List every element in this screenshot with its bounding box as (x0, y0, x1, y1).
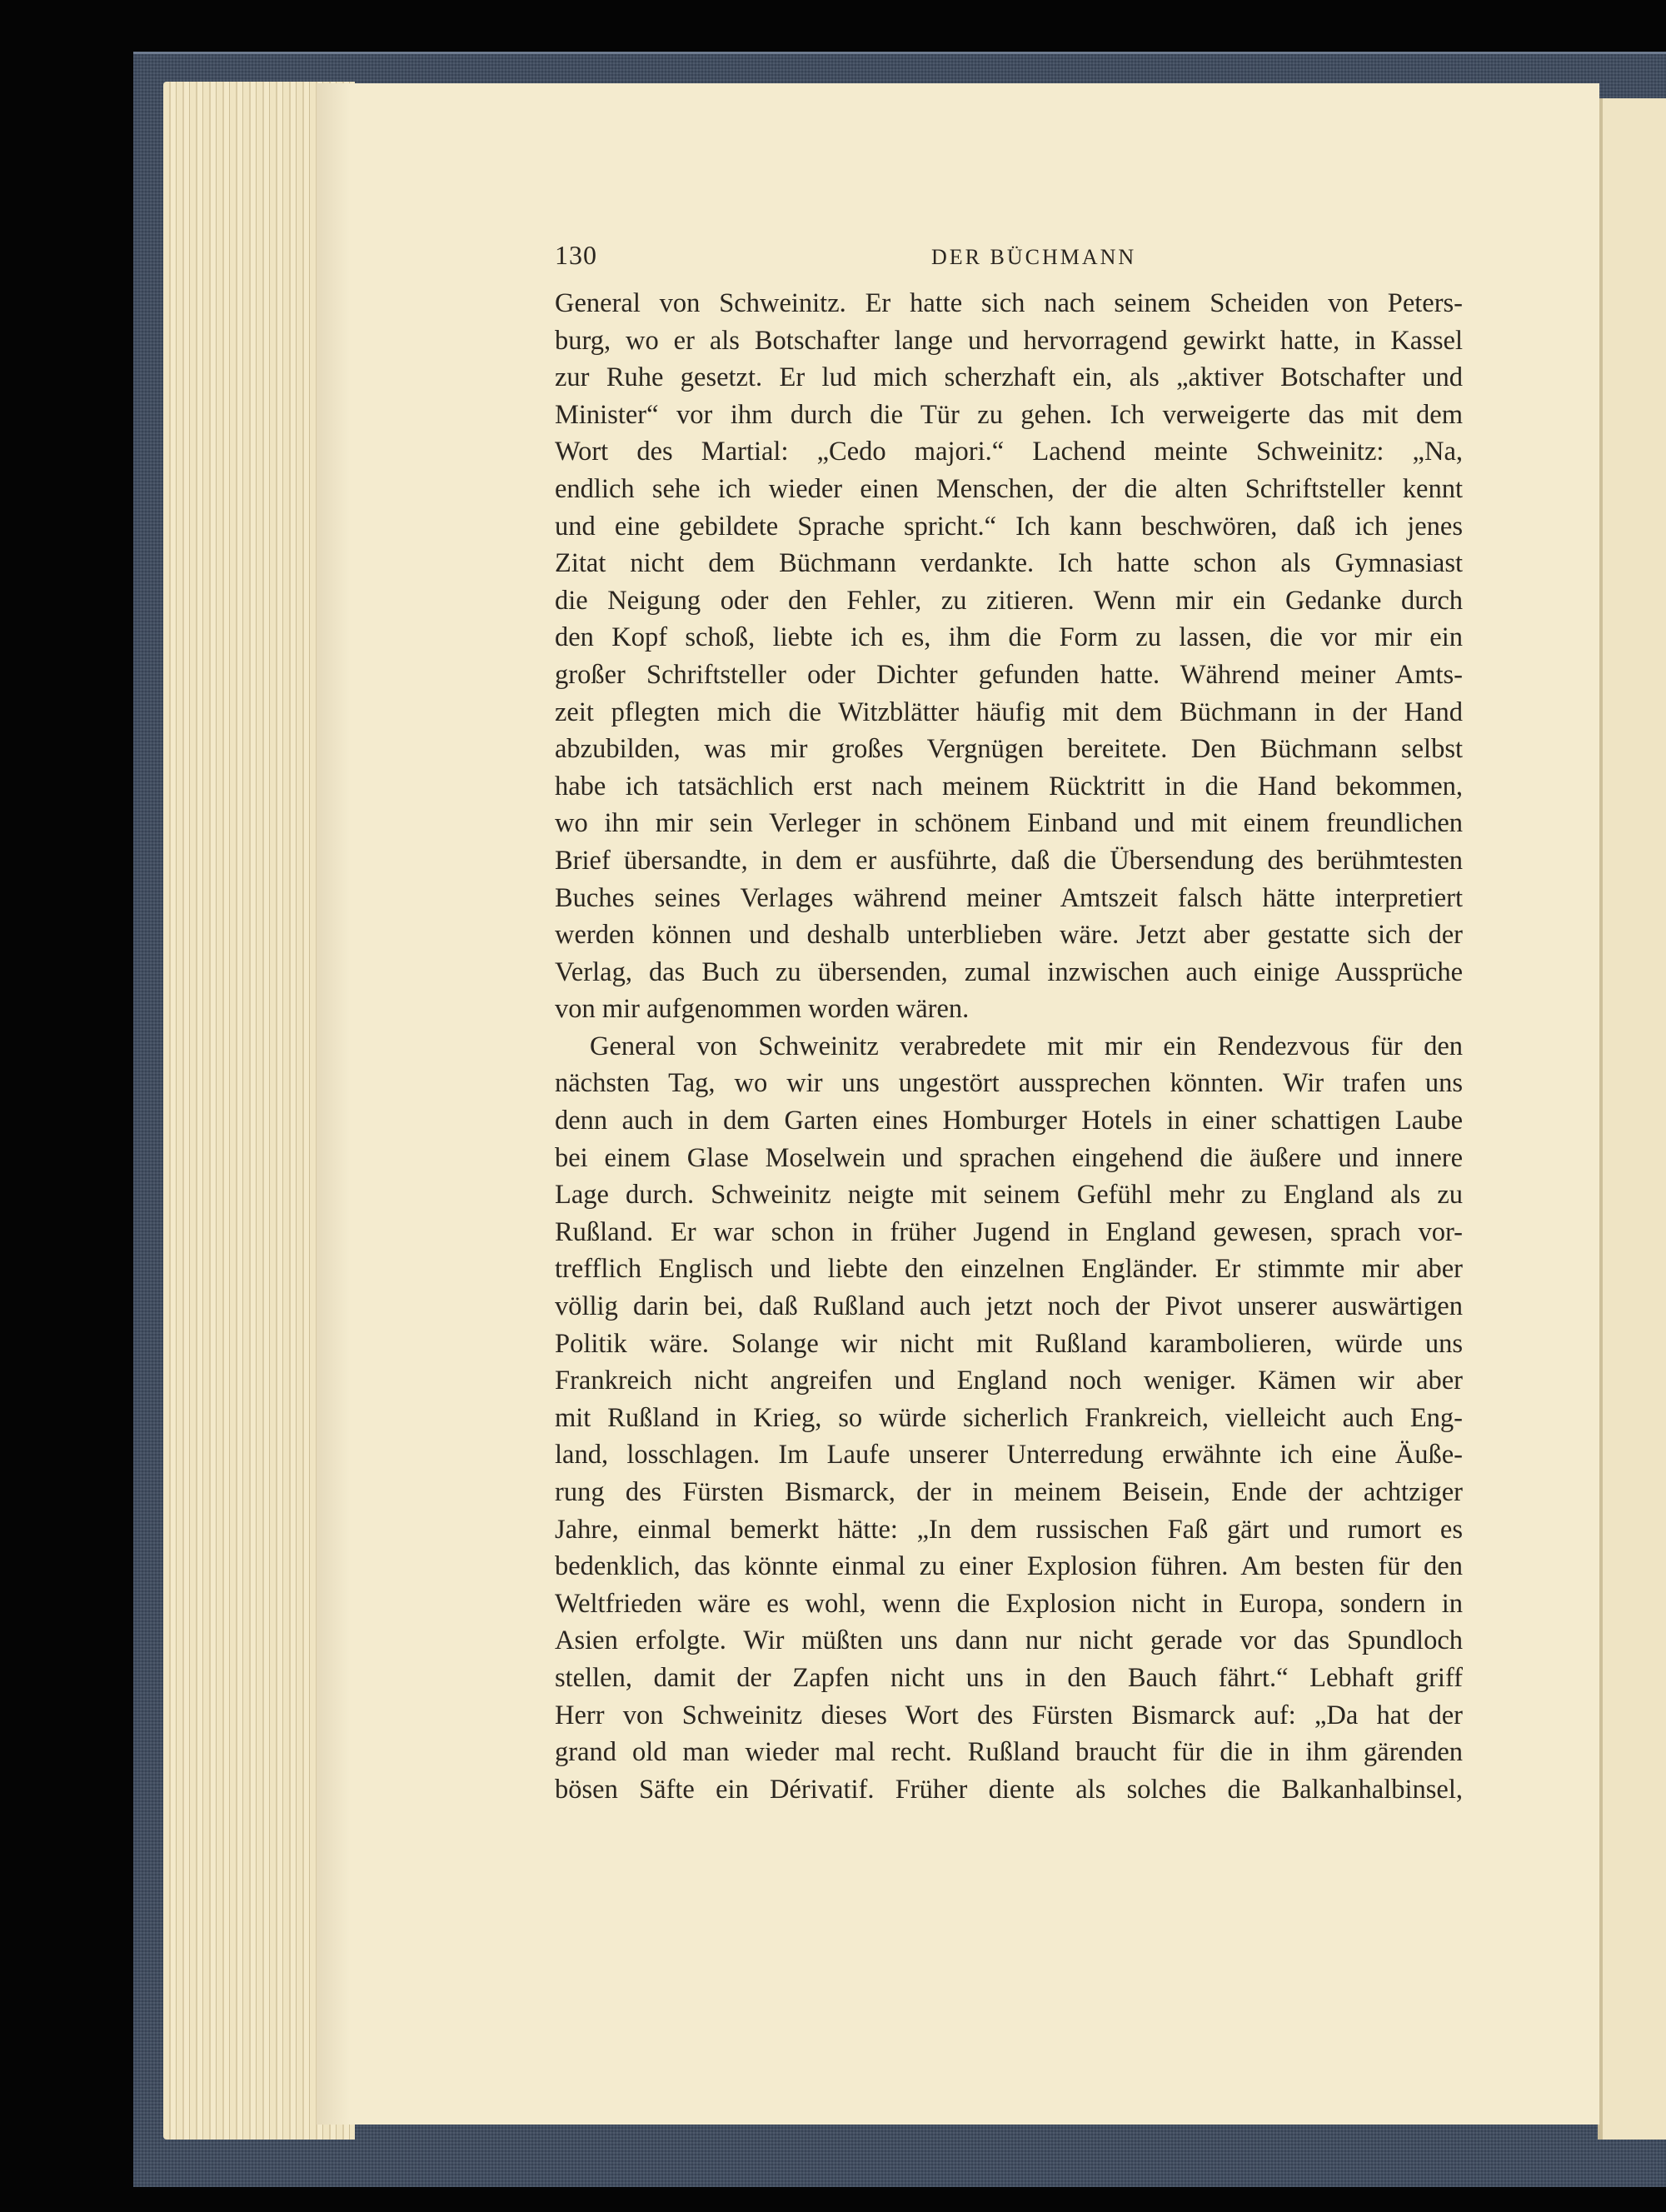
text-line: den Kopf schoß, liebte ich es, ihm die Form zu lassen, die vor mir ein (555, 622, 1463, 653)
text-line: bei einem Glase Moselwein und sprachen eingehend die äußere und innere (555, 1142, 1463, 1173)
text-line: rung des Fürsten Bismarck, der in meinem Beisein, Ende der achtziger (555, 1477, 1463, 1507)
text-line: Wort des Martial: „Cedo majori.“ Lachend meinte Schweinitz: „Na, (555, 437, 1463, 467)
text-line: endlich sehe ich wieder einen Menschen, der die alten Schriftsteller kennt (555, 473, 1463, 504)
text-line: Weltfrieden wäre es wohl, wenn die Explosion nicht in Europa, sondern in (555, 1588, 1463, 1619)
text-line: nächsten Tag, wo wir uns ungestört aussprechen könnten. Wir trafen uns (555, 1068, 1463, 1099)
text-line: stellen, damit der Zapfen nicht uns in den Bauch fährt.“ Lebhaft griff (555, 1662, 1463, 1693)
page-number: 130 (555, 240, 597, 270)
text-line: Politik wäre. Solange wir nicht mit Rußland karambolieren, würde uns (555, 1328, 1463, 1359)
text-line: Frankreich nicht angreifen und England noch weniger. Kämen wir aber (555, 1366, 1463, 1396)
text-line: großer Schriftsteller oder Dichter gefunden hatte. Während meiner Amts- (555, 659, 1463, 690)
text-line: Rußland. Er war schon in früher Jugend in England gewesen, sprach vor- (555, 1216, 1463, 1247)
text-line: grand old man wieder mal recht. Rußland braucht für die in ihm gärenden (555, 1737, 1463, 1768)
paragraph-start-line: General von Schweinitz verabredete mit mir ein Rendezvous für den (590, 1031, 1463, 1061)
text-line: trefflich Englisch und liebte den einzelnen Engländer. Er stimmte mir aber (555, 1254, 1463, 1285)
body-text (555, 285, 1463, 1808)
text-line: burg, wo er als Botschafter lange und hervorragend gewirkt hatte, in Kassel (555, 325, 1463, 356)
text-line: Lage durch. Schweinitz neigte mit seinem Gefühl mehr zu England als zu (555, 1180, 1463, 1211)
text-line: und eine gebildete Sprache spricht.“ Ich kann beschwören, daß ich jenes (555, 511, 1463, 542)
text-line: Verlag, das Buch zu übersenden, zumal inzwischen auch einige Aussprüche (555, 956, 1463, 987)
text-line: völlig darin bei, daß Rußland auch jetzt noch der Pivot unserer auswärtigen (555, 1291, 1463, 1322)
text-line: Jahre, einmal bemerkt hätte: „In dem russischen Faß gärt und rumort es (555, 1514, 1463, 1545)
text-line: abzubilden, was mir großes Vergnügen bereitete. Den Büchmann selbst (555, 734, 1463, 765)
text-line: bösen Säfte ein Dérivatif. Früher diente als solches die Balkanhalbinsel, (555, 1774, 1463, 1805)
text-line: Buches seines Verlages während meiner Amtszeit falsch hätte interpretiert (555, 882, 1463, 913)
paragraph-end-line: von mir aufgenommen worden wären. (555, 994, 970, 1025)
book-page (317, 83, 1599, 2125)
text-line: Brief übersandte, in dem er ausführte, daß die Übersendung des berühmtesten (555, 845, 1463, 876)
text-line: zeit pflegten mich die Witzblätter häufig mit dem Büchmann in der Hand (555, 697, 1463, 727)
text-line: land, losschlagen. Im Laufe unserer Unterredung erwähnte ich eine Äuße- (555, 1440, 1463, 1471)
page-header (555, 240, 1463, 290)
running-title: DER BÜCHMANN (931, 245, 1137, 269)
text-line: Minister“ vor ihm durch die Tür zu gehen. Ich verweigerte das mit dem (555, 399, 1463, 430)
text-line: bedenklich, das könnte einmal zu einer Explosion führen. Am besten für den (555, 1551, 1463, 1582)
text-line: die Neigung oder den Fehler, zu zitieren. Wenn mir ein Gedanke durch (555, 585, 1463, 616)
text-line: werden können und deshalb unterblieben wäre. Jetzt aber gestatte sich der (555, 920, 1463, 951)
text-line: wo ihn mir sein Verleger in schönem Einband und mit einem freundlichen (555, 808, 1463, 839)
facing-page-edge (1598, 98, 1666, 2140)
text-line: Herr von Schweinitz dieses Wort des Fürsten Bismarck auf: „Da hat der (555, 1700, 1463, 1730)
text-line: Zitat nicht dem Büchmann verdankte. Ich hatte schon als Gymnasiast (555, 548, 1463, 579)
text-line: Asien erfolgte. Wir müßten uns dann nur nicht gerade vor das Spundloch (555, 1625, 1463, 1656)
text-line: habe ich tatsächlich erst nach meinem Rücktritt in die Hand bekommen, (555, 771, 1463, 801)
text-line: zur Ruhe gesetzt. Er lud mich scherzhaft ein, als „aktiver Botschafter und (555, 362, 1463, 393)
text-line: mit Rußland in Krieg, so würde sicherlich Frankreich, vielleicht auch Eng- (555, 1402, 1463, 1433)
text-line: denn auch in dem Garten eines Homburger Hotels in einer schattigen Laube (555, 1106, 1463, 1136)
text-line: General von Schweinitz. Er hatte sich nach seinem Scheiden von Peters- (555, 288, 1463, 318)
